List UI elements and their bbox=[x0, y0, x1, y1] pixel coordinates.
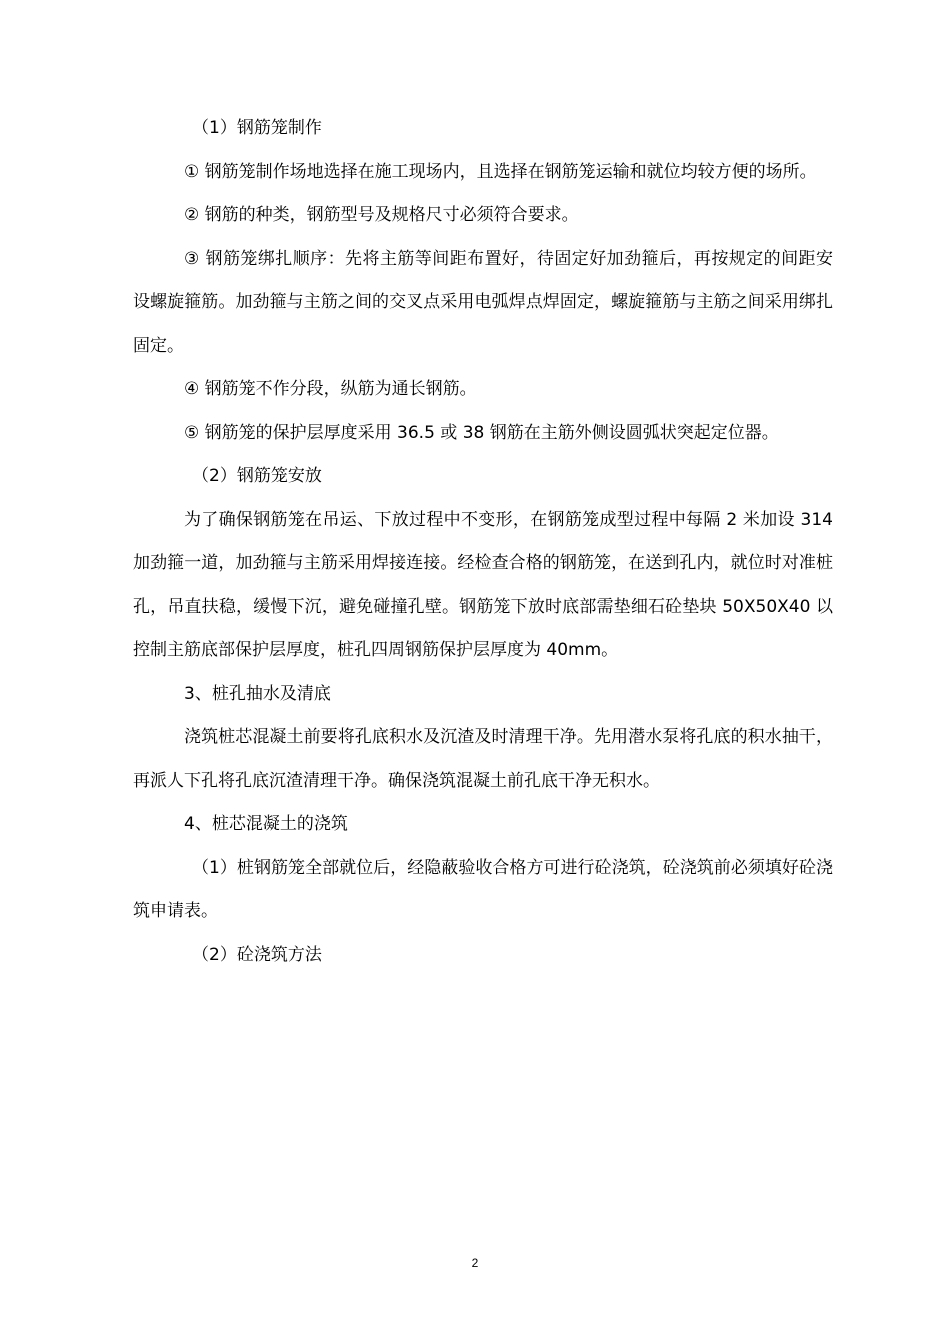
document-body bbox=[133, 107, 833, 977]
subheading-pouring-method: （2）砼浇筑方法 bbox=[192, 944, 322, 965]
paragraph-item-1: ① 钢筋笼制作场地选择在施工现场内，且选择在钢筋笼运输和就位均较方便的场所。 bbox=[184, 161, 817, 182]
paragraph-item-5: ⑤ 钢筋笼的保护层厚度采用 36.5 或 38 钢筋在主筋外侧设圆弧状突起定位器。 bbox=[184, 422, 779, 443]
heading-section-4: 4、桩芯混凝土的浇筑 bbox=[184, 814, 348, 834]
paragraph-item-3: ③ 钢筋笼绑扎顺序：先将主筋等间距布置好，待固定好加劲箍后，再按规定的间距安设螺旋箍筋。加劲箍与主筋之间的交叉点采用电弧焊点焊固定，螺旋箍筋与主筋之间采用绑扎固定。 bbox=[133, 248, 833, 356]
heading-section-3: 3、桩孔抽水及清底 bbox=[184, 683, 331, 704]
subheading-cage-placement: （2）钢筋笼安放 bbox=[192, 466, 322, 486]
subheading-cage-fabrication: （1）钢筋笼制作 bbox=[192, 118, 322, 138]
paragraph-item-4: ④ 钢筋笼不作分段，纵筋为通长钢筋。 bbox=[184, 379, 477, 399]
page-number: 2 bbox=[471, 1256, 479, 1270]
paragraph-section-3: 浇筑桩芯混凝土前要将孔底积水及沉渣及时清理干净。先用潜水泵将孔底的积水抽干，再派人下孔将孔底沉渣清理干净。确保浇筑混凝土前孔底干净无积水。 bbox=[133, 727, 833, 791]
paragraph-section-4-item-1: （1）桩钢筋笼全部就位后，经隐蔽验收合格方可进行砼浇筑，砼浇筑前必须填好砼浇筑申请表。 bbox=[133, 857, 833, 921]
paragraph-cage-placement: 为了确保钢筋笼在吊运、下放过程中不变形，在钢筋笼成型过程中每隔 2 米加设 314 加劲箍一道，加劲箍与主筋采用焊接连接。经检查合格的钢筋笼，在送到孔内，就位时对准桩孔，吊直扶稳，缓慢下沉，避免碰撞孔壁。钢筋笼下放时底部需垫细石砼垫块 50X50X40 以控制主筋底部保护层厚度，桩孔四周钢筋保护层厚度为 40mm。 bbox=[133, 509, 833, 660]
paragraph-item-2: ② 钢筋的种类，钢筋型号及规格尺寸必须符合要求。 bbox=[184, 205, 579, 225]
